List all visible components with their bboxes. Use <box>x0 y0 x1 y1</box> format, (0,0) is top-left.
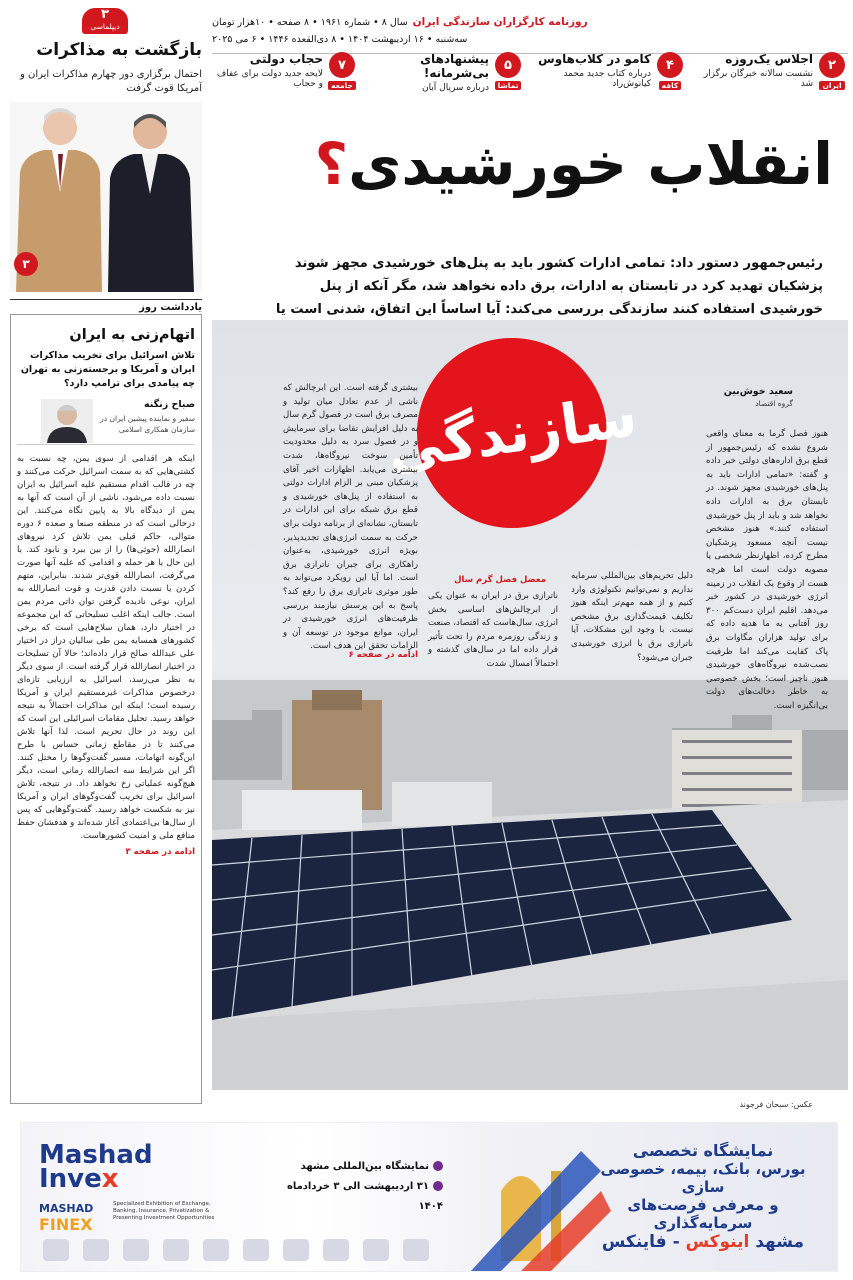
main-author-role: گروه اقتصاد <box>755 399 793 408</box>
teaser-page-badge: ۵ تماشا <box>495 52 521 78</box>
issue-info: سال ۸ • شماره ۱۹۶۱ • ۸ صفحه • ۱۰هزار تومان <box>212 16 408 28</box>
column-subhead: معضل فصل گرم سال <box>454 575 546 585</box>
continued-link-main[interactable]: ادامه در صفحه ۶ <box>348 650 418 660</box>
newspaper-brand[interactable]: روزنامه کارگزاران سازندگی ایران <box>412 16 588 28</box>
mashad-finex-logo: MASHAD FINEX <box>39 1202 94 1234</box>
article-column-1: هنوز فصل گرما به معنای واقعی شروع نشده که رئیس‌جمهور از قطع برق اداره‌های دولتی خبر داده و گفته: «تمامی ادارات باید به پنل‌های خورشیدی مجهز شوند. در تابستان برق به ادارات داده نخواهد شد و باید از پنل خورشیدی استفاده کنند.» هنوز مشخص نیست آنچه مسعود پزشکیان مطرح کرده، اظهارنظر شخصی یا مصوبه دولت است اما هرچه هست از وقوع یک انقلاب در زمینه انرژی خورشیدی در کشور خبر می‌دهد. اقلیم ایران دست‌کم ۳۰۰ روز آفتابی به ما هدیه داده که برای تولید هزاران مگاوات برق پاک کفایت می‌کند اما ظرفیت نصب‌شده نیروگاه‌های خورشیدی هنوز ناچیز است؛ بخش خصوصی به خاطر دخالت‌های دولت بی‌انگیزه است. <box>706 429 828 711</box>
editorial-body: اینکه هر اقدامی از سوی یمن، چه نسبت به کشتی‌هایی که به سمت اسرائیل حرکت می‌کنند و چه در قالب اقدام مستقیم علیه اسرائیل به ایران نسبت داده می‌شود، ناشی از آن است که آنها به یمن از دیدگاه بالا به پایین نگاه می‌کنند. این درحالی است که در منطقه صنعا و صعده ۶ دوره متوالی، حاکم قبلی یمن تلاش کرد نیروهای انصارالله (حوثی‌ها) را از بین ببرد و نابود کند. با این حال با هر حمله و اقدامی که علیه آنها صورت می‌گرفت، انصارالله قوی‌تر شدند. بنابراین، متهم کردن یا نسبت دادن قدرت و قوت انصارالله به ایران، نوعی نادیده گرفتن توان ذاتی مردم یمن است. جالب اینکه اغلب تسلیحاتی که این مجموعه در اختیار دارد، همان سلاح‌هایی است که برخی کشورهای همسایه یمن طی سالیان دراز در اختیار علی عبدالله صالح قرار داده‌اند؛ حالا آن تسلیحات در اختیار انصارالله قرار گرفته است. از سوی دیگر به نظر می‌رسد، اسرائیل به ارزیابی تازه‌ای درخصوص مذاکرات غیرمستقیم ایران و آمریکا رسیده است؛ اینکه این مذاکرات احتمالاً به نتیجه خواهد رسید. تحلیل مقامات اسرائیلی این است که این روند در حال تحریم است. لذا آنها تلاش می‌کنند تا در مقاطع زمانی حساس با طرح این‌گونه اتهامات، مسیر گفت‌وگوها را مختل کنند. اگر این شرایط سه انصارالله زمانی است، دیگر هیچ‌گونه عملیاتی رخ نخواهد داد. در نتیجه، تلاش اسرائیل برای تخریب گفت‌وگوهای ایران و آمریکا نیز به شکست خواهد رسید. گفت‌وگوهایی که پس از سال‌ها بی‌اعتمادی آغاز شده‌اند و هدفشان حفظ منافع ملی و امنیت کشورهاست. <box>16 454 195 841</box>
main-headline[interactable]: انقلاب خورشیدی؟ <box>314 130 833 198</box>
sponsor-logo-icon <box>123 1239 149 1261</box>
teaser-sub: درباره سریال آبان <box>421 83 489 93</box>
main-lead: رئیس‌جمهور دستور داد: تمامی ادارات کشور باید به پنل‌های خورشیدی مجهز شوند پزشکیان تهدید کرد در تابستان به ادارات، برق داده نخواهد شد، مگر آنکه از پنل خورشیدی استفاده کنند سازندگی بررسی می‌کند: آیا اساساً این اتفاق، شدنی است یا <box>275 256 823 317</box>
qr-code-icon <box>163 1239 189 1261</box>
left-column <box>10 6 202 1096</box>
teaser-page-badge: ۲ ایران <box>819 52 845 78</box>
teaser-item[interactable] <box>356 52 521 93</box>
article-column-4: بیشتری گرفته است. این ابرچالش که ناشی از عدم تعادل میان تولید و مصرف برق است در فصول گرم سال به دلیل افزایش تقاضا برای سرمایش و در فصول سرد به دلیل محدودیت تأمین سوخت نیروگاه‌ها، شدت بیشتری می‌یابد. اظهارات اخیر آقای پزشکیان مبنی بر الزام ادارات دولتی به استفاده از پنل‌های خورشیدی و قطع برق شبکه برای این ادارات در تابستان، نشانه‌ای از برنامه دولت برای حرکت به سمت انرژی‌های تجدیدپذیر، بویژه انرژی خورشیدی، به‌عنوان راهکاری برای جبران ناترازی برق است. اما آیا این رویکرد می‌تواند به طور موثری ناترازی برق را رفع کند؟ پاسخ به این پرسش نیازمند بررسی ظرفیت‌های انرژی خورشیدی در ایران، موانع موجود در توسعه آن و الزامات تحقق این هدف است. <box>283 383 418 652</box>
sponsor-logo-icon <box>243 1239 269 1261</box>
mashad-invex-logo: Mashad Invex <box>39 1140 153 1194</box>
teaser-title: اجلاس یک‌روزه <box>725 52 813 66</box>
teaser-sub: درباره کتاب جدید محمد کیانوش‌راد <box>563 69 651 89</box>
sponsor-logo-icon <box>363 1239 389 1261</box>
author-block <box>17 397 195 445</box>
expo-advertisement[interactable] <box>20 1122 838 1272</box>
author-name: صباح زنگنه <box>144 399 195 410</box>
calendar-icon <box>433 1181 443 1191</box>
teaser-item[interactable] <box>695 52 845 90</box>
masthead <box>212 6 848 54</box>
author-avatar <box>41 399 93 443</box>
teaser-sub: نشست سالانه خبرگان برگزار شد <box>703 69 813 89</box>
teaser-title: کامو در کلاب‌هاوس <box>538 52 651 66</box>
author-role: سفیر و نماینده پیشین ایران در سازمان همکاری اسلامی <box>100 414 195 434</box>
main-author-name: سعید خوش‌بین <box>723 386 793 397</box>
photo-credit: عکس: سبحان فرجوند <box>739 1100 813 1109</box>
expo-venue: نمایشگاه بین‌المللی مشهد ۳۱ اردیبهشت الی ۳ خردادماه ۱۴۰۴ <box>286 1161 443 1212</box>
note-label: یادداشت روز <box>10 299 202 313</box>
teaser-title: پیشنهادهای بی‌شرمانه! <box>420 52 489 80</box>
teaser-title: حجاب دولتی <box>249 52 323 66</box>
date-line: سه‌شنبه • ۱۶ اردیبهشت ۱۴۰۴ • ۸ ذی‌القعده ۱۴۴۶ • ۶ می ۲۰۲۵ <box>212 34 468 45</box>
continued-link[interactable]: ادامه در صفحه ۳ <box>125 847 195 857</box>
sponsor-logos <box>43 1239 429 1261</box>
diplomats-illustration <box>10 102 202 292</box>
teaser-page-badge: ۷ جامعه <box>329 52 355 78</box>
left-subhead: احتمال برگزاری دور چهارم مذاکرات ایران و آمریکا قوت گرفت <box>19 69 202 94</box>
photo-page-badge: ۳ <box>14 252 38 276</box>
teaser-page-badge: ۴ کافه <box>657 52 683 78</box>
sponsor-logo-icon <box>323 1239 349 1261</box>
sazandegi-logo: سازندگی <box>405 326 620 541</box>
article-column-3: ناترازی برق در ایران به عنوان یکی از ابرچالش‌های اساسی بخش انرژی، سال‌هاست که اقتصاد، صنعت و زندگی روزمره مردم را تحت تأثیر قرار داده اما در سال‌های گذشته و احتمالاً امسال شدت <box>428 591 558 669</box>
diplomats-photo <box>10 102 202 292</box>
editorial-box <box>10 314 202 1104</box>
masthead-line <box>212 16 848 28</box>
location-icon <box>433 1161 443 1171</box>
editorial-title[interactable]: اتهام‌زنی به ایران <box>69 327 195 343</box>
main-article <box>212 320 848 1090</box>
sponsor-logo-icon <box>43 1239 69 1261</box>
main-author <box>673 386 793 408</box>
sponsor-logo-icon <box>203 1239 229 1261</box>
expo-title: نمایشگاه تخصصی بورس، بانک، بیمه، خصوصی سازی و معرفی فرصت‌های سرمایه‌گذاری مشهد اینوکس - فاینکس <box>600 1141 806 1252</box>
finex-english-subtitle: Specialized Exhibition of Exchange, Banking, Insurance, Privatization & Presenting Investment Opportunities <box>113 1201 215 1221</box>
editorial-lead: تلاش اسرائیل برای تخریب مذاکرات ایران و آمریکا و برجسته‌‌زنی به تهران چه پیامدی برای ترامپ دارد؟ <box>20 350 195 389</box>
section-badge: ۳ دیپلماسی <box>82 8 128 34</box>
sponsor-logo-icon <box>403 1239 429 1261</box>
teaser-item[interactable] <box>533 52 683 90</box>
sponsor-logo-icon <box>283 1239 309 1261</box>
left-headline[interactable]: بازگشت به مذاکرات <box>36 40 202 60</box>
sponsor-logo-icon <box>83 1239 109 1261</box>
question-mark: ؟ <box>314 130 349 198</box>
teaser-item[interactable] <box>210 52 355 90</box>
teaser-sub: لایحه جدید دولت برای عفاف و حجاب <box>216 69 323 89</box>
article-column-2: دلیل تحریم‌های بین‌المللی سرمایه نداریم و نمی‌توانیم تکنولوژی وارد کنیم و از همه مهم‌تر اینکه هنوز تکلیف قیمت‌گذاری برق مشخص نیست. با وجود این مشکلات، آیا ناترازی برق با انرژی خورشیدی جبران می‌شود؟ <box>571 571 693 663</box>
